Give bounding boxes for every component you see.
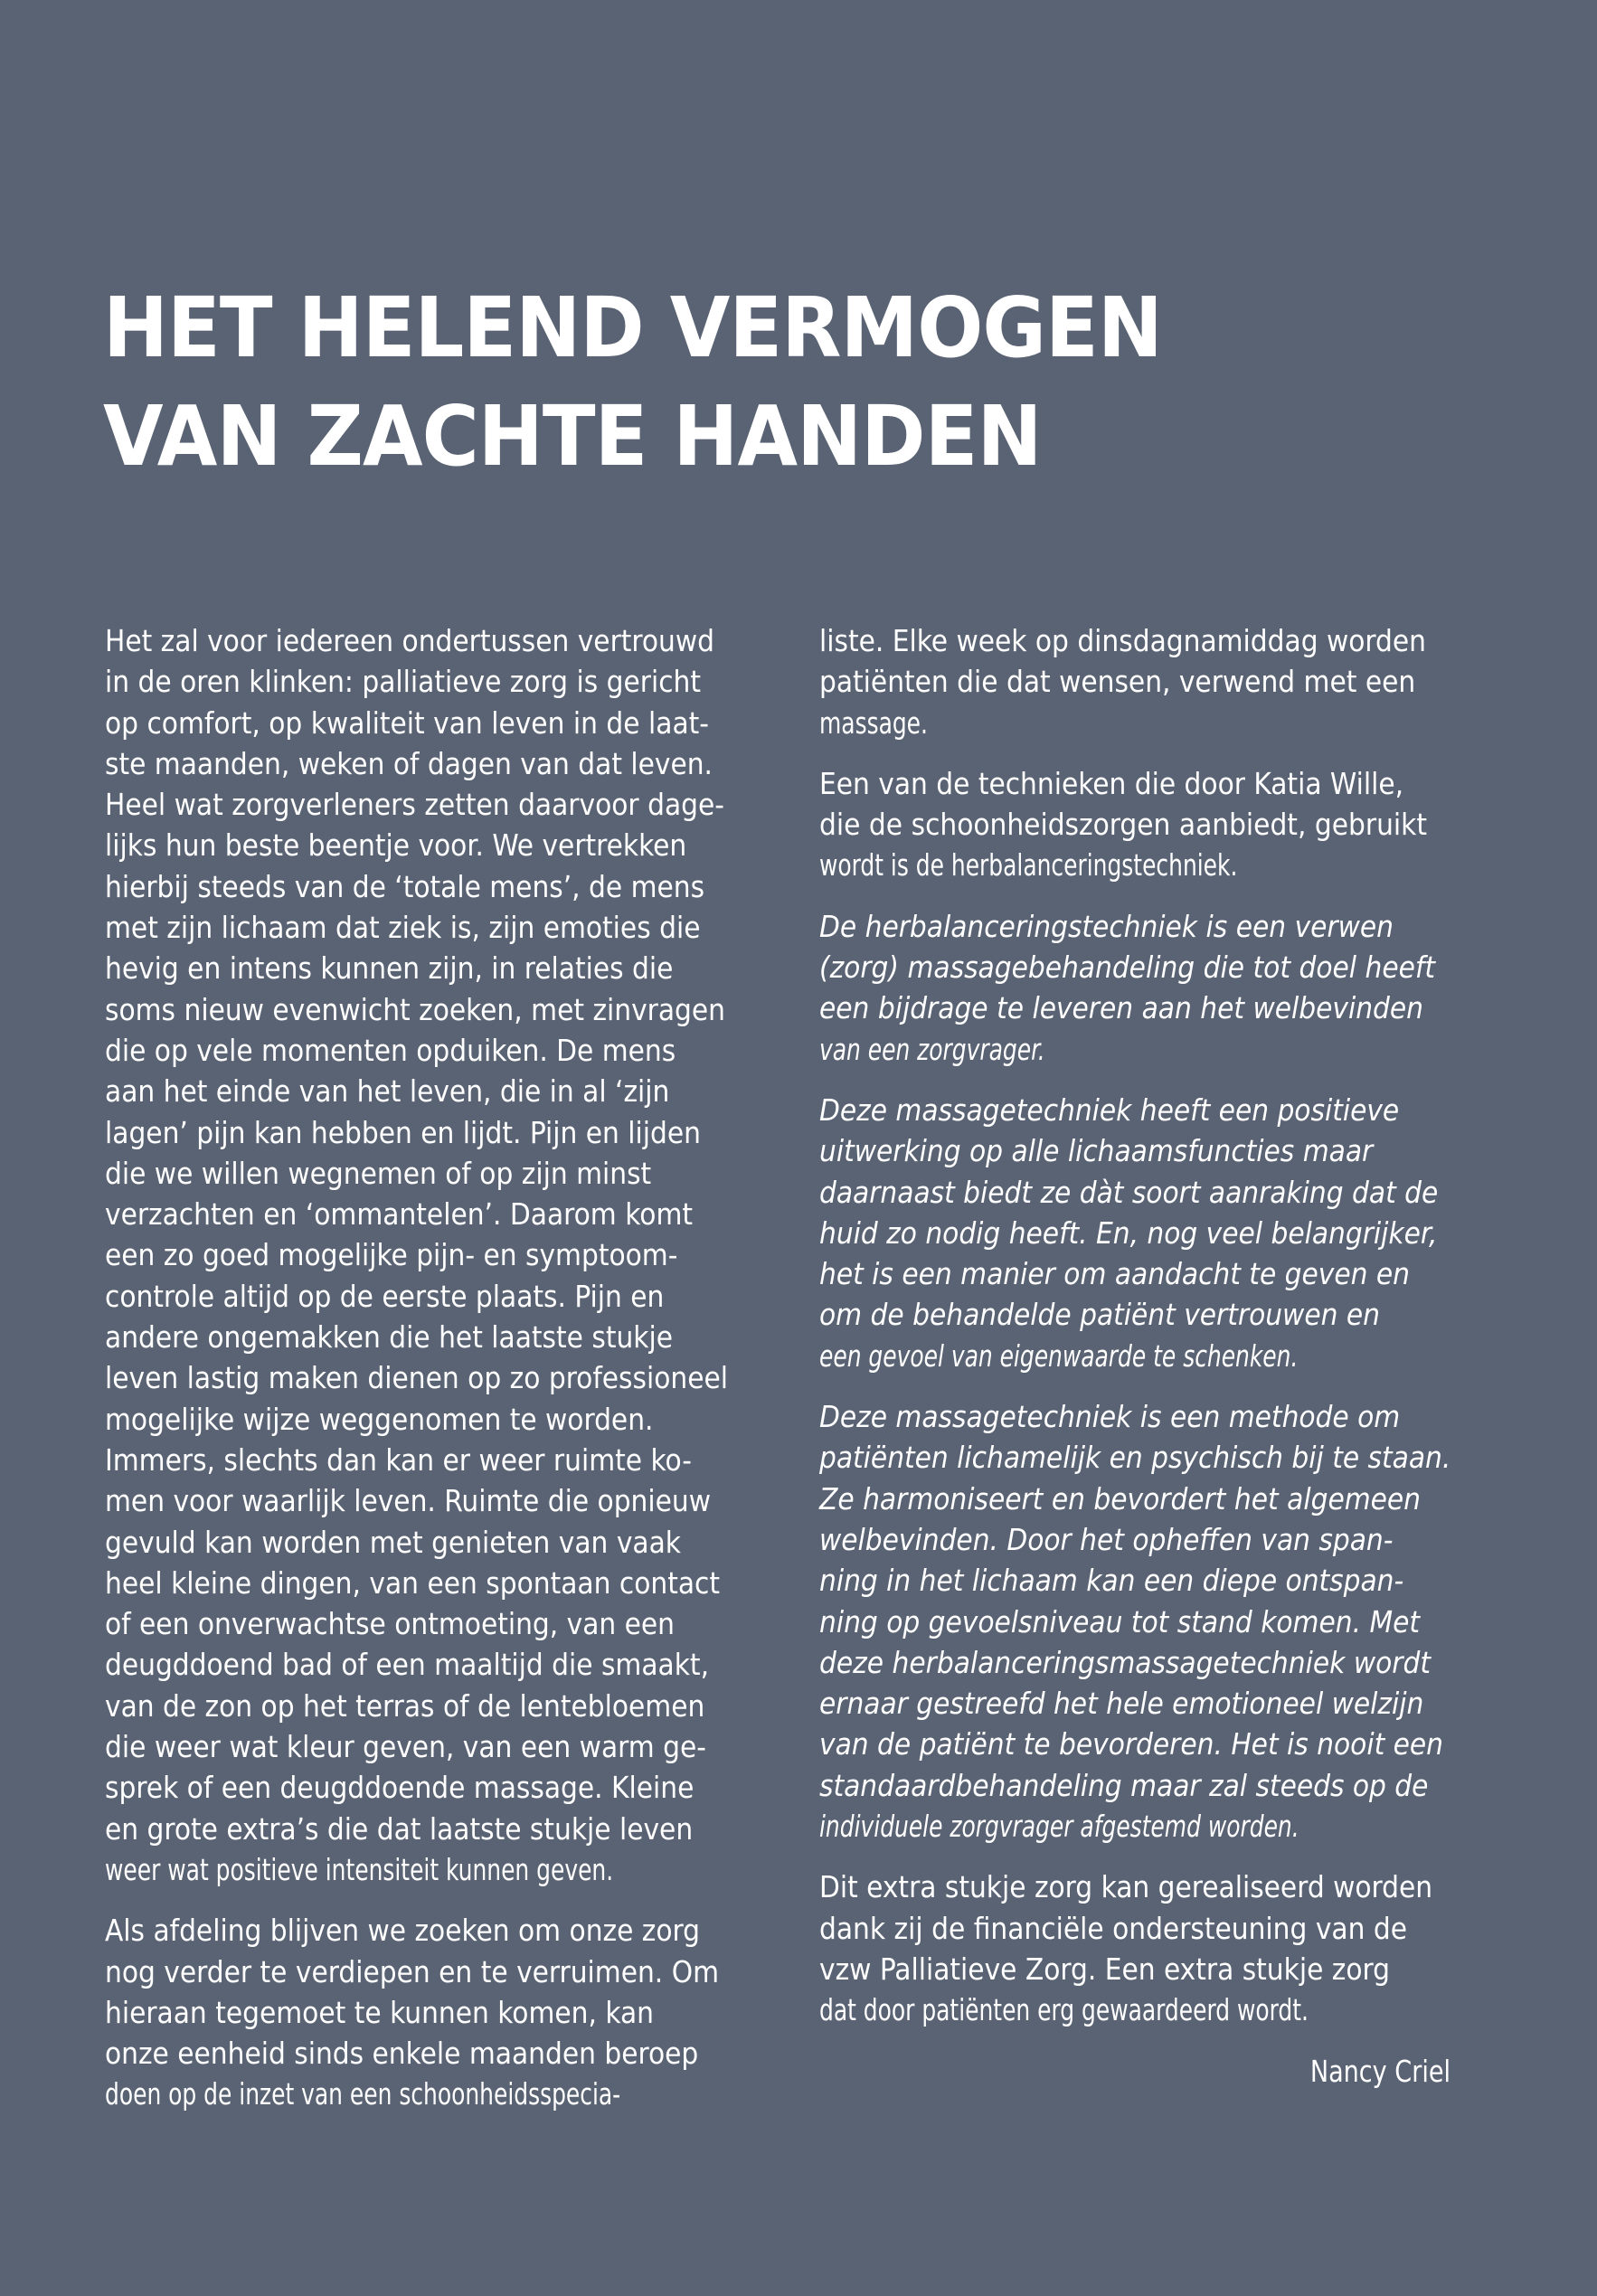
text-line: huid zo nodig heeft. En, nog veel belangrijker,	[819, 1214, 1438, 1251]
text-line: ernaar gestreefd het hele emotioneel welzijn	[819, 1686, 1424, 1722]
text-line: patiënten lichamelijk en psychisch bij te staan.	[819, 1440, 1451, 1476]
text-line: daarnaast biedt ze dàt soort aanraking dat de	[819, 1174, 1439, 1210]
text-line: deugddoend bad of een maaltijd die smaakt,	[105, 1647, 709, 1683]
text-line: ning op gevoelsniveau tot stand komen. Met	[819, 1603, 1420, 1639]
text-line: Een van de technieken die door Katia Wille,	[819, 765, 1404, 801]
left-column	[105, 620, 736, 2135]
text-line: Deze massagetechniek is een methode om	[819, 1399, 1401, 1435]
text-line: controle altijd op de eerste plaats. Pijn en	[105, 1278, 665, 1314]
text-line: aan het einde van het leven, die in al ‘zijn	[105, 1073, 670, 1110]
text-line: Het zal voor iedereen ondertussen vertrouwd	[105, 623, 715, 658]
paragraph	[819, 1866, 1451, 2030]
text-line: die weer wat kleur geven, van een warm ge-	[105, 1729, 706, 1765]
text-line: leven lastig maken dienen op zo professioneel	[105, 1360, 728, 1396]
right-column	[819, 620, 1451, 2092]
article-title-line-2: VAN ZACHTE HANDEN	[103, 388, 1042, 485]
text-line: heel kleine dingen, van een spontaan contact	[105, 1564, 720, 1601]
text-line: Dit extra stukje zorg kan gerealiseerd worden	[819, 1869, 1433, 1905]
text-line: in de oren klinken: palliatieve zorg is gericht	[105, 664, 701, 700]
text-line: hevig en intens kunnen zijn, in relaties die	[105, 950, 674, 987]
text-line: van de patiënt te bevorderen. Het is nooit een	[819, 1726, 1443, 1762]
author-signature: Nancy Criel	[1309, 2053, 1451, 2089]
article-title	[103, 274, 1162, 491]
text-line: soms nieuw evenwicht zoeken, met zinvragen	[105, 991, 725, 1027]
text-line: dat door patiënten erg gewaardeerd wordt.	[819, 1992, 1309, 2028]
text-line: mogelijke wijze weggenomen te worden.	[105, 1401, 654, 1437]
article-title-line-1: HET HELEND VERMOGEN	[103, 279, 1162, 376]
paragraph	[819, 1396, 1451, 1847]
text-line: die de schoonheidszorgen aanbiedt, gebruikt	[819, 807, 1427, 843]
text-line: wordt is de herbalanceringstechniek.	[819, 847, 1238, 883]
text-line: lagen’ pijn kan hebben en lijdt. Pijn en lijden	[105, 1114, 701, 1150]
text-line: die we willen wegnemen of op zijn minst	[105, 1155, 652, 1191]
text-line: Heel wat zorgverleners zetten daarvoor dage-	[105, 787, 724, 823]
text-line: hierbij steeds van de ‘totale mens’, de mens	[105, 868, 705, 904]
text-line: doen op de inzet van een schoonheidsspecia-	[105, 2076, 621, 2112]
text-line: welbevinden. Door het opheffen van span-	[819, 1521, 1394, 1557]
text-line: patiënten die dat wensen, verwend met een	[819, 664, 1416, 700]
paragraph	[819, 1090, 1451, 1376]
text-line: Ze harmoniseert en bevordert het algemeen	[819, 1480, 1421, 1516]
text-line: weer wat positieve intensiteit kunnen geven.	[105, 1851, 614, 1887]
text-line: die op vele momenten opduiken. De mens	[105, 1032, 676, 1068]
text-line: lijks hun beste beentje voor. We vertrekken	[105, 827, 687, 864]
text-line: andere ongemakken die het laatste stukje	[105, 1319, 673, 1356]
text-line: nog verder te verdiepen en te verruimen. Om	[105, 1953, 719, 1989]
text-line: met zijn lichaam dat ziek is, zijn emoties die	[105, 910, 701, 946]
paragraph	[819, 620, 1451, 743]
text-line: standaardbehandeling maar zal steeds op de	[819, 1767, 1429, 1803]
text-line: op comfort, op kwaliteit van leven in de laat-	[105, 704, 709, 741]
text-line: vzw Palliatieve Zorg. Een extra stukje zorg	[819, 1951, 1390, 1987]
paragraph	[819, 906, 1451, 1070]
text-line: van de zon op het terras of de lentebloemen	[105, 1687, 705, 1724]
text-line: Deze massagetechniek heeft een positieve	[819, 1091, 1400, 1128]
text-line: ste maanden, weken of dagen van dat leven.	[105, 745, 713, 781]
text-line: een zo goed mogelijke pijn- en symptoom-	[105, 1237, 678, 1273]
text-line: dank zij de financiële ondersteuning van de	[819, 1910, 1407, 1946]
text-line: sprek of een deugddoende massage. Kleine	[105, 1770, 695, 1806]
text-line: van een zorgvrager.	[819, 1031, 1045, 1067]
text-line: verzachten en ‘ommantelen’. Daarom komt	[105, 1196, 693, 1233]
text-line: De herbalanceringstechniek is een verwen	[819, 908, 1394, 944]
paragraph	[105, 1910, 736, 2114]
text-line: ning in het lichaam kan een diepe ontspan-	[819, 1563, 1404, 1599]
text-line: gevuld kan worden met genieten van vaak	[105, 1524, 681, 1560]
text-line: (zorg) massagebehandeling die tot doel heeft	[819, 950, 1435, 986]
text-line: om de behandelde patiënt vertrouwen en	[819, 1297, 1380, 1333]
text-line: onze eenheid sinds enkele maanden beroep	[105, 2036, 699, 2072]
text-line: liste. Elke week op dinsdagnamiddag worden	[819, 623, 1426, 658]
text-line: een gevoel van eigenwaarde te schenken.	[819, 1337, 1299, 1374]
text-line: het is een manier om aandacht te geven en	[819, 1256, 1410, 1292]
text-line: individuele zorgvrager afgestemd worden.	[819, 1809, 1299, 1845]
text-line: en grote extra’s die dat laatste stukje leven	[105, 1810, 694, 1847]
text-line: hieraan tegemoet te kunnen komen, kan	[105, 1994, 654, 2030]
paragraph	[105, 620, 736, 1890]
text-line: deze herbalanceringsmassagetechniek wordt	[819, 1644, 1431, 1680]
text-line: Als afdeling blijven we zoeken om onze zorg	[105, 1913, 701, 1949]
text-line: uitwerking op alle lichaamsfuncties maar	[819, 1133, 1374, 1169]
text-line: Immers, slechts dan kan er weer ruimte ko-	[105, 1441, 692, 1478]
paragraph	[819, 763, 1451, 886]
text-line: of een onverwachtse ontmoeting, van een	[105, 1606, 675, 1642]
text-line: massage.	[819, 704, 928, 741]
text-line: een bijdrage te leveren aan het welbevinden	[819, 990, 1423, 1026]
text-line: men voor waarlijk leven. Ruimte die opnieuw	[105, 1483, 711, 1519]
